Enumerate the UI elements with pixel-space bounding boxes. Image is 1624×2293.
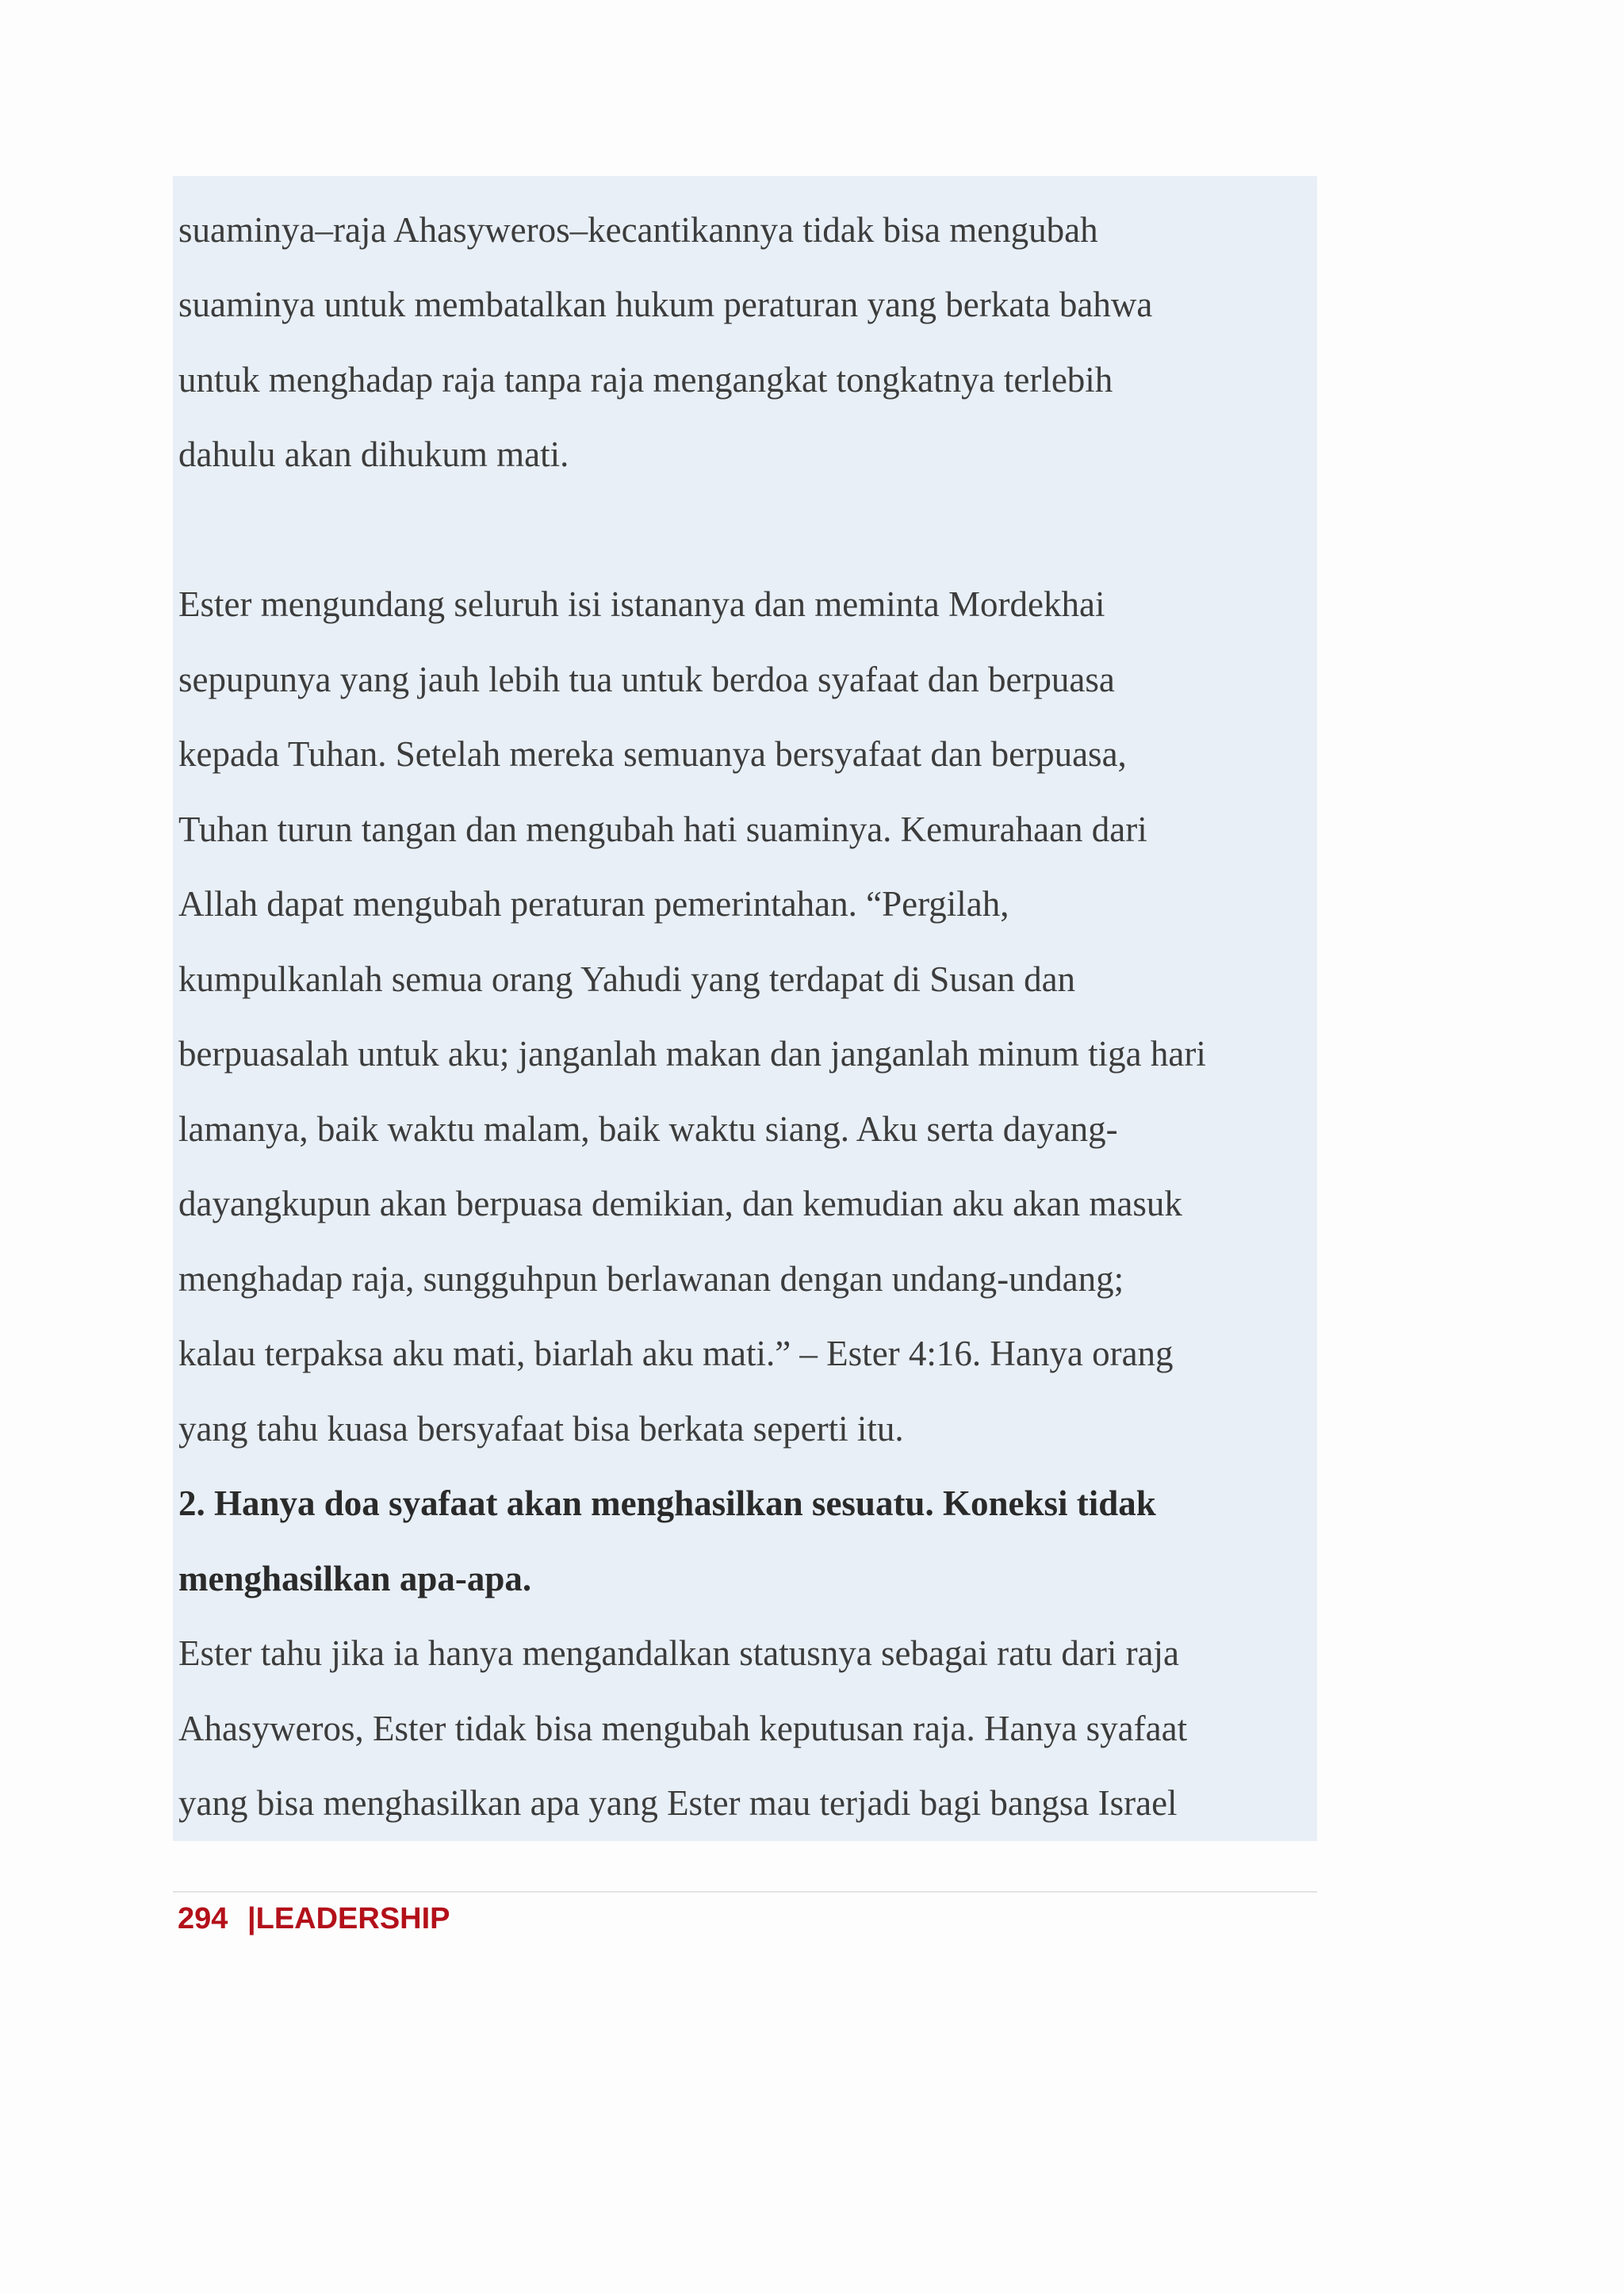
paragraph-2-line-9: dayangkupun akan berpuasa demikian, dan kemudian aku akan masuk	[178, 1184, 1182, 1223]
paragraph-2-line-3: kepada Tuhan. Setelah mereka semuanya bersyafaat dan berpuasa,	[178, 734, 1127, 774]
paragraph-1-line-3: untuk menghadap raja tanpa raja mengangkat tongkatnya terlebih	[178, 360, 1113, 400]
paragraph-2-line-8: lamanya, baik waktu malam, baik waktu siang. Aku serta dayang-	[178, 1109, 1118, 1149]
paragraph-2-line-10: menghadap raja, sungguhpun berlawanan dengan undang-undang;	[178, 1259, 1124, 1299]
page-number: 294	[178, 1902, 228, 1935]
paragraph-2-line-1: Ester mengundang seluruh isi istananya dan meminta Mordekhai	[178, 584, 1105, 624]
paragraph-2-line-12: yang tahu kuasa bersyafaat bisa berkata seperti itu.	[178, 1409, 904, 1449]
paragraph-1-line-4: dahulu akan dihukum mati.	[178, 434, 569, 474]
paragraph-2-line-5: Allah dapat mengubah peraturan pemerintahan. “Pergilah,	[178, 884, 1009, 924]
page-footer	[178, 1895, 450, 1943]
paragraph-2-line-11: kalau terpaksa aku mati, biarlah aku mati.” – Ester 4:16. Hanya orang	[178, 1334, 1174, 1373]
paragraph-2-line-7: berpuasalah untuk aku; janganlah makan dan janganlah minum tiga hari	[178, 1034, 1206, 1074]
book-title: LEADERSHIP	[255, 1902, 450, 1935]
paragraph-1-line-1: suaminya–raja Ahasyweros–kecantikannya tidak bisa mengubah	[178, 210, 1098, 250]
paragraph-2-line-2: sepupunya yang jauh lebih tua untuk berdoa syafaat dan berpuasa	[178, 660, 1115, 699]
paragraph-1-line-2: suaminya untuk membatalkan hukum peraturan yang berkata bahwa	[178, 285, 1153, 324]
paragraph-3-line-3: yang bisa menghasilkan apa yang Ester mau terjadi bagi bangsa Israel	[178, 1783, 1178, 1823]
paragraph-3-line-2: Ahasyweros, Ester tidak bisa mengubah keputusan raja. Hanya syafaat	[178, 1709, 1188, 1748]
paragraph-2-line-6: kumpulkanlah semua orang Yahudi yang terdapat di Susan dan	[178, 959, 1076, 999]
paragraph-3-line-1: Ester tahu jika ia hanya mengandalkan statusnya sebagai ratu dari raja	[178, 1633, 1179, 1673]
section-heading-line-1: 2. Hanya doa syafaat akan menghasilkan sesuatu. Koneksi tidak	[178, 1483, 1156, 1523]
footer-separator: |	[247, 1902, 256, 1935]
section-heading-line-2: menghasilkan apa-apa.	[178, 1559, 532, 1598]
footer-divider	[173, 1891, 1317, 1893]
paragraph-2-line-4: Tuhan turun tangan dan mengubah hati suaminya. Kemurahaan dari	[178, 810, 1147, 849]
